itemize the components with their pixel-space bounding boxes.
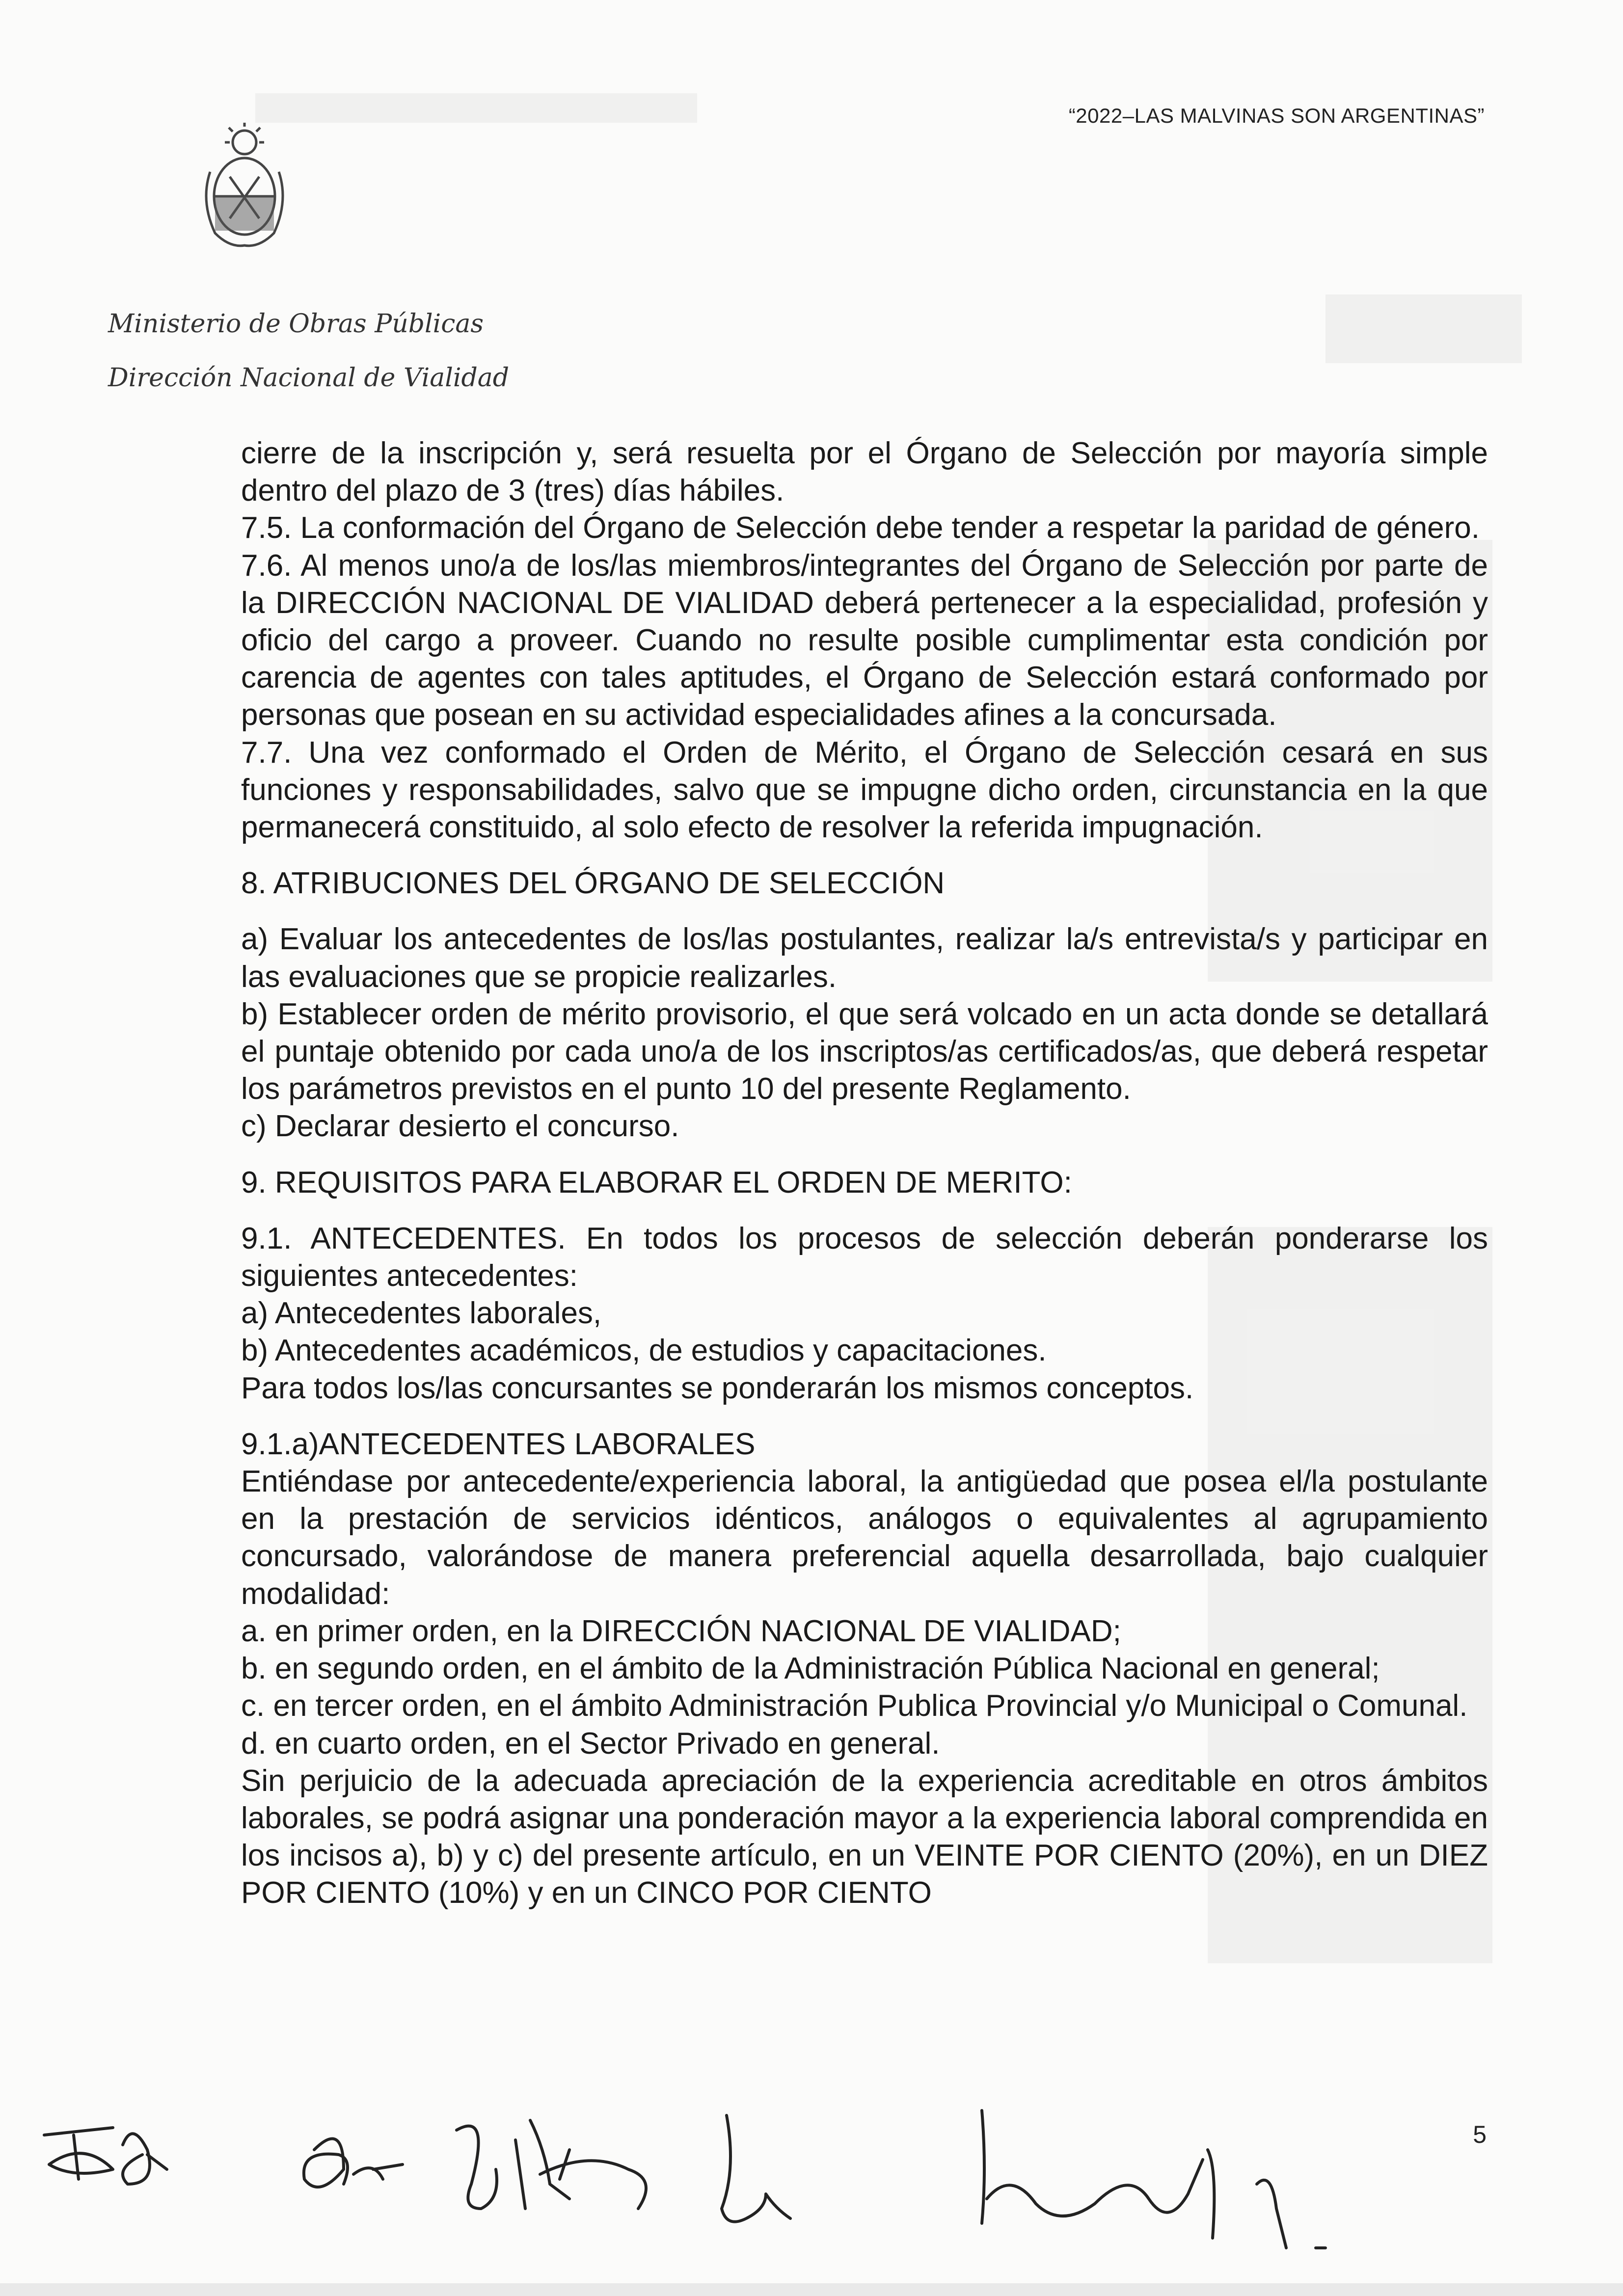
ministry-heading xyxy=(108,297,509,405)
header-motto: “2022–LAS MALVINAS SON ARGENTINAS” xyxy=(1068,104,1485,127)
paragraph: Sin perjuicio de la adecuada apreciación de la experiencia acreditable en otros ámbitos laborales, se podrá asignar una ponderación mayor a la experiencia laboral comprendida en los incisos a), b) y c) del presente artículo, en un VEINTE POR CIENTO (20%), en un DIEZ POR CIENTO (10%) y en un CINCO POR CIENTO xyxy=(241,1763,1488,1910)
signature-4 xyxy=(722,2115,790,2222)
paragraph: cierre de la inscripción y, será resuelta por el Órgano de Selección por mayoría simple dentro del plazo de 3 (tres) días hábiles. xyxy=(241,436,1488,508)
paragraph: c. en tercer orden, en el ámbito Administración Publica Provincial y/o Municipal o Comunal. xyxy=(241,1689,1468,1723)
signature-area xyxy=(0,2022,1623,2277)
paragraph: 7.6. Al menos uno/a de los/las miembros/integrantes del Órgano de Selección por parte de la DIRECCIÓN NACIONAL DE VIALIDAD deberá pertenecer a la especialidad, profesión y oficio del cargo a proveer. Cuando no resulte posible cumplimentar esta condición por carencia de agentes con tales aptitudes, el Órgano de Selección estará conformado por personas que posean en su actividad especialidades afines a la concursada. xyxy=(241,548,1488,732)
paragraph: a) Evaluar los antecedentes de los/las postulantes, realizar la/s entrevista/s y participar en las evaluaciones que se propicie realizarles. xyxy=(241,922,1488,994)
paragraph: b) Antecedentes académicos, de estudios y capacitaciones. xyxy=(241,1334,1047,1368)
paragraph: 7.7. Una vez conformado el Orden de Mérito, el Órgano de Selección cesará en sus funciones y responsabilidades, salvo que se impugne dicho orden, circunstancia en la que permanecerá constituido, al solo efecto de resolver la referida impugnación. xyxy=(241,735,1488,845)
page-edge xyxy=(0,2283,1623,2296)
page-number: 5 xyxy=(1473,2121,1487,2148)
section-heading: 9. REQUISITOS PARA ELABORAR EL ORDEN DE MERITO: xyxy=(241,1165,1072,1200)
signature-5 xyxy=(982,2110,1325,2248)
paragraph: a) Antecedentes laborales, xyxy=(241,1296,602,1331)
argentina-coat-of-arms-icon xyxy=(195,123,294,250)
paragraph: c) Declarar desierto el concurso. xyxy=(241,1109,679,1144)
paragraph: b) Establecer orden de mérito provisorio, el que será volcado en un acta donde se detallará el puntaje obtenido por cada uno/a de los inscriptos/as certificados/as, que deberá respetar los parámetros previstos en el punto 10 del presente Reglamento. xyxy=(241,997,1488,1106)
signature-3 xyxy=(457,2120,646,2209)
paragraph: 7.5. La conformación del Órgano de Selección debe tender a respetar la paridad de género. xyxy=(241,511,1480,545)
ministry-line-2: Dirección Nacional de Vialidad xyxy=(108,363,510,393)
show-through-band xyxy=(1325,294,1522,363)
show-through-band xyxy=(255,93,697,123)
paragraph: d. en cuarto orden, en el Sector Privado en general. xyxy=(241,1726,940,1761)
document-body xyxy=(241,435,1488,1912)
signature-1 xyxy=(44,2128,167,2184)
signature-2 xyxy=(304,2139,403,2188)
paragraph: a. en primer orden, en la DIRECCIÓN NACIONAL DE VIALIDAD; xyxy=(241,1614,1121,1648)
paragraph: Para todos los/las concursantes se ponderarán los mismos conceptos. xyxy=(241,1371,1194,1405)
subsection-heading: 9.1.a)ANTECEDENTES LABORALES xyxy=(241,1427,756,1461)
section-heading: 8. ATRIBUCIONES DEL ÓRGANO DE SELECCIÓN xyxy=(241,866,945,901)
paragraph: 9.1. ANTECEDENTES. En todos los procesos de selección deberán ponderarse los siguientes antecedentes: xyxy=(241,1221,1488,1293)
ministry-line-1: Ministerio de Obras Públicas xyxy=(108,309,484,339)
paragraph: b. en segundo orden, en el ámbito de la Administración Pública Nacional en general; xyxy=(241,1652,1380,1686)
paragraph: Entiéndase por antecedente/experiencia laboral, la antigüedad que posea el/la postulante en la prestación de servicios idénticos, análogos o equivalentes al agrupamiento concursado, valorándose de manera preferencial aquella desarrollada, bajo cualquier modalidad: xyxy=(241,1465,1488,1611)
